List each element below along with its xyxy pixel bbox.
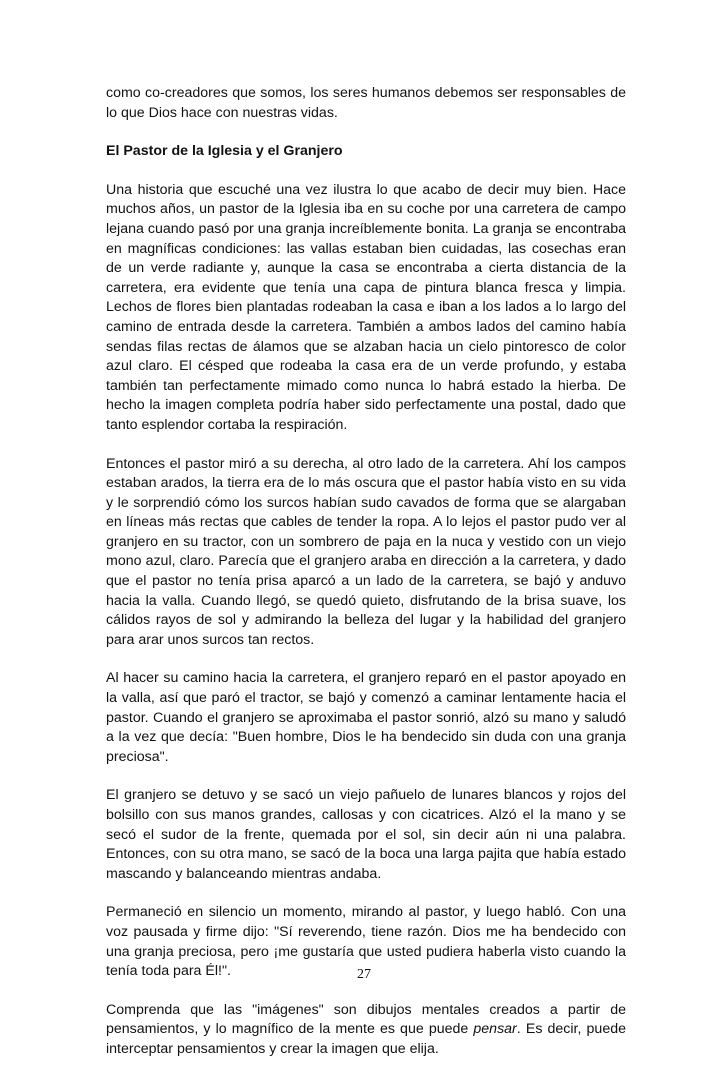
story-paragraph-1: Una historia que escuché una vez ilustra lo que acabo de decir muy bien. Hace muchos años, un pastor de la Iglesia iba en su coche por una carretera de campo lejana cuando pasó por una granja increíblemente bonita. La granja se encontraba en magníficas condiciones: las vallas estaban bien cuidadas, las cosechas eran de un verde radiante y, aunque la casa se encontraba a cierta distancia de la carretera, era evidente que tenía una capa de pintura blanca fresca y limpia. Lechos de flores bien plantadas rodeaban la casa e iban a los lados a lo largo del camino de entrada desde la carretera. También a ambos lados del camino había sendas filas rectas de álamos que se alzaban hacia un cielo pintoresco de color azul claro. El césped que rodeaba la casa era de un verde profundo, y estaba también tan perfectamente mimado como nunca lo habrá estado la hierba. De hecho la imagen completa podría haber sido perfectamente una postal, dado que tanto esplendor cortaba la respiración.: [106, 181, 626, 433]
page-body: [106, 84, 626, 1079]
closing-text-start: Comprenda que las "imágenes" son dibujos mentales creados a partir de pensamientos, y lo magnífico de la mente es que puede: [106, 1001, 626, 1038]
story-paragraph-4: El granjero se detuvo y se sacó un viejo pañuelo de lunares blancos y rojos del bolsillo con sus manos grandes, callosas y con cicatrices. Alzó el la mano y se secó el sudor de la frente, quemada por el sol, sin decir aún ni una palabra. Entonces, con su otra mano, se sacó de la boca una larga pajita que había estado mascando y balanceando mientras andaba.: [106, 787, 626, 882]
story-paragraph-3: Al hacer su camino hacia la carretera, el granjero reparó en el pastor apoyado en la valla, así que paró el tractor, se bajó y comenzó a caminar lentamente hacia el pastor. Cuando el granjero se aproximaba el pastor sonrió, alzó su mano y saludó a la vez que decía: "Buen hombre, Dios le ha bendecido sin duda con una granja preciosa".: [106, 670, 626, 765]
intro-paragraph: como co-creadores que somos, los seres humanos debemos ser responsables de lo que Dios hace con nuestras vidas.: [106, 85, 626, 121]
section-title: El Pastor de la Iglesia y el Granjero: [106, 143, 343, 160]
closing-paragraph: [106, 1001, 626, 1060]
story-paragraph-5: Permaneció en silencio un momento, mirando al pastor, y luego habló. Con una voz pausada y firme dijo: "Sí reverendo, tiene razón. Dios me ha bendecido con una granja preciosa, pero ¡me gustaría que usted pudiera haberla visto cuando la tenía toda para Él!".: [106, 904, 626, 980]
page-number: 27: [357, 967, 371, 982]
closing-text-end: . Es decir, puede interceptar pensamientos y crear la imagen que elija.: [106, 1021, 626, 1057]
story-paragraph-2: Entonces el pastor miró a su derecha, al otro lado de la carretera. Ahí los campos estaban arados, la tierra era de lo más oscura que el pastor había visto en su vida y le sorprendió cómo los surcos habían sudo cavados de forma que se alargaban en líneas más rectas que cables de tender la ropa. A lo lejos el pastor pudo ver al granjero en su tractor, con un sombrero de paja en la nuca y vestido con un viejo mono azul, claro. Parecía que el granjero araba en dirección a la carretera, y dado que el pastor no tenía prisa aparcó a un lado de la carretera, se bajó y anduvo hacia la valla. Cuando llegó, se quedó quieto, disfrutando de la brisa suave, los cálidos rayos de sol y admirando la belleza del lugar y la habilidad del granjero para arar unos surcos tan rectos.: [106, 455, 626, 648]
closing-emphasis: pensar: [473, 1021, 517, 1038]
